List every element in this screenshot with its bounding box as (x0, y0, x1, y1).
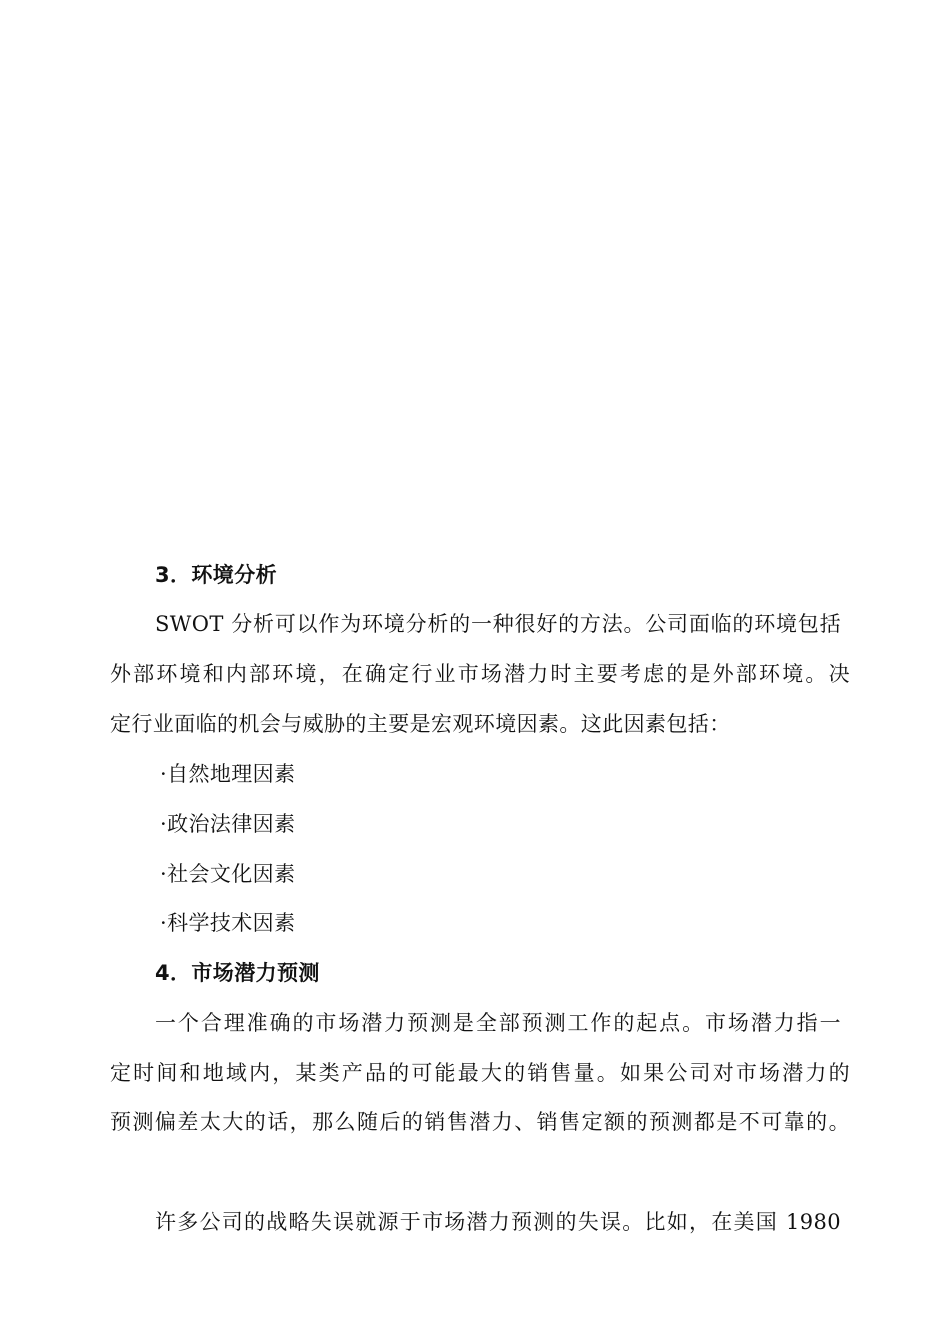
section-4-paragraph-line-3: 预测偏差太大的话，那么随后的销售潜力、销售定额的预测都是不可靠的。 (110, 1110, 850, 1134)
section-3-paragraph-line-1: SWOT 分析可以作为环境分析的一种很好的方法。公司面临的环境包括 (155, 612, 841, 636)
section-4-paragraph-2-line-1: 许多公司的战略失误就源于市场潜力预测的失误。比如，在美国 1980 (155, 1210, 841, 1234)
section-4-heading: 4．市场潜力预测 (155, 961, 320, 985)
bullet-item-science-technology: ·科学技术因素 (160, 911, 296, 935)
section-3-paragraph-line-3: 定行业面临的机会与威胁的主要是宏观环境因素。这此因素包括： (110, 712, 731, 736)
bullet-item-political-legal: ·政治法律因素 (160, 812, 296, 836)
section-3-paragraph-line-2: 外部环境和内部环境，在确定行业市场潜力时主要考虑的是外部环境。决 (110, 662, 850, 686)
section-3-heading: 3．环境分析 (155, 563, 278, 587)
section-4-paragraph-line-2: 定时间和地域内，某类产品的可能最大的销售量。如果公司对市场潜力的 (110, 1061, 850, 1085)
bullet-item-natural-geography: ·自然地理因素 (160, 762, 296, 786)
bullet-item-social-cultural: ·社会文化因素 (160, 862, 296, 886)
section-4-paragraph-line-1: 一个合理准确的市场潜力预测是全部预测工作的起点。市场潜力指一 (155, 1011, 841, 1035)
